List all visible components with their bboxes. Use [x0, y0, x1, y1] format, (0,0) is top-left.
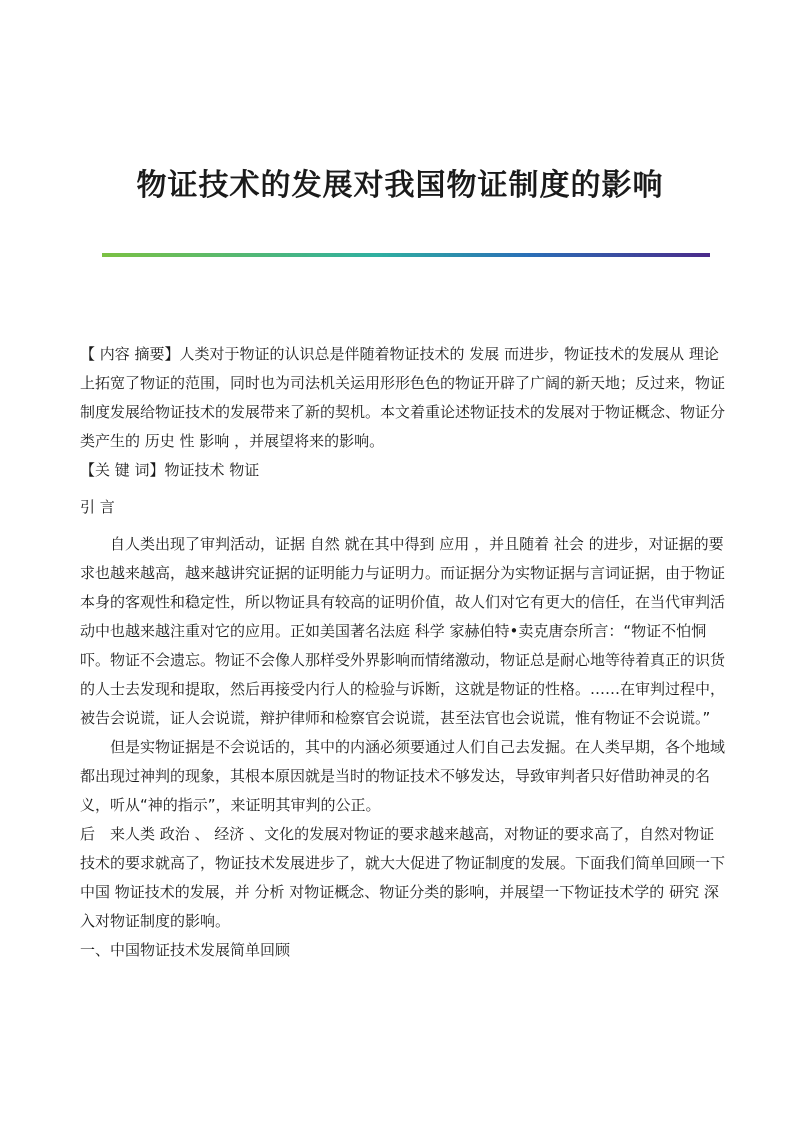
spacer	[80, 522, 725, 530]
abstract-paragraph: 【 内容 摘要】人类对于物证的认识总是伴随着物证技术的 发展 而进步，物证技术的发展从 理论 上拓宽了物证的范围，同时也为司法机关运用形形色色的物证开辟了广阔的新天地；反过来，物证制度发展给物证技术的发展带来了新的契机。本文着重论述物证技术的发展对于物证概念、物证分类产生的 历史 性 影响 ，并展望将来的影响。	[80, 345, 726, 450]
section-heading-1: 一、中国物证技术发展简单回顾	[80, 941, 291, 959]
body-paragraph-2: 但是实物证据是不会说话的，其中的内涵必须要通过人们自己去发掘。在人类早期，各个地域都出现过神判的现象，其根本原因就是当时的物证技术不够发达，导致审判者只好借助神灵的名义，听从“神的指示”，来证明其审判的公正。	[80, 738, 726, 814]
document-body	[80, 340, 725, 965]
body-paragraph-1: 自人类出现了审判活动，证据 自然 就在其中得到 应用 ，并且随着 社会 的进步，对证据的要求也越来越高，越来越讲究证据的证明能力与证明力。而证据分为实物证据与言词证据，由于物证本身的客观性和稳定性，所以物证具有较高的证明价值，故人们对它有更大的信任，在当代审判活动中也越来越注重对它的应用。正如美国著名法庭 科学 家赫伯特•卖克唐奈所言：“物证不怕恫吓。物证不会遗忘。物证不会像人那样受外界影响而情绪激动，物证总是耐心地等待着真正的识货的人士去发现和提取，然后再接受内行人的检验与诉断，这就是物证的性格。……在审判过程中，被告会说谎，证人会说谎，辩护律师和检察官会说谎，甚至法官也会说谎，惟有物证不会说谎。”	[80, 535, 726, 727]
spacer	[80, 485, 725, 493]
intro-heading: 引 言	[80, 498, 115, 516]
document-title: 物证技术的发展对我国物证制度的影响	[136, 168, 664, 203]
body-paragraph-3: 后 来人类 政治 、 经济 、文化的发展对物证的要求越来越高，对物证的要求高了，自然对物证技术的要求就高了，物证技术发展进步了，就大大促进了物证制度的发展。下面我们简单回顾一下 中国 物证技术的发展，并 分析 对物证概念、物证分类的影响，并展望一下物证技术学的 研究 深入对物证制度的影响。	[80, 825, 726, 930]
title-divider	[102, 253, 710, 257]
keywords-paragraph: 【关 键 词】物证技术 物证	[80, 461, 260, 479]
